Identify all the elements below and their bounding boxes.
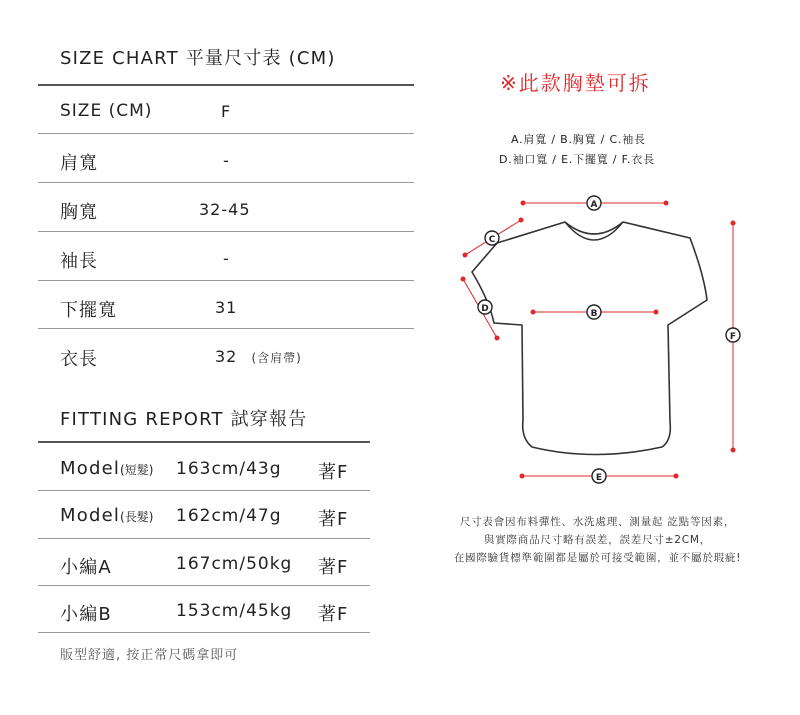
size-header-label: SIZE (CM) <box>60 101 153 121</box>
measure-dot <box>463 253 468 258</box>
fitting-size: 著F <box>318 462 349 483</box>
marker-label: A <box>590 200 598 210</box>
disclaimer-line: 在國際驗貨標準範圍都是屬於可接受範圍，並不屬於瑕疵! <box>453 552 742 564</box>
fitting-name: Model <box>60 458 121 479</box>
measure-dot <box>531 310 536 315</box>
fitting-measure: 163cm/43g <box>176 459 282 479</box>
fitting-measure: 167cm/50kg <box>176 554 293 574</box>
disclaimer-line: 尺寸表會因布料彈性、水洗處理、測量起 訖點等因素， <box>459 516 736 528</box>
size-row-value-text: 32 <box>215 347 238 366</box>
tshirt-outline <box>472 222 707 455</box>
size-row-value: 31 <box>215 298 238 317</box>
size-row-label: 胸寬 <box>60 202 98 223</box>
marker-label: E <box>595 473 603 483</box>
fitting-size: 著F <box>318 557 349 578</box>
measure-dot <box>674 474 679 479</box>
legend-line-1: A.肩寬 / B.胸寬 / C.袖長 <box>511 133 646 146</box>
measure-dot <box>461 277 466 282</box>
marker-d <box>478 300 492 314</box>
marker-e <box>592 469 606 483</box>
marker-c <box>485 231 499 245</box>
disclaimer-line: 與實際商品尺寸略有誤差，誤差尺寸±2CM， <box>483 534 712 546</box>
fitting-size: 著F <box>318 509 349 530</box>
fitting-measure: 162cm/47g <box>176 506 282 526</box>
marker-label: F <box>729 332 737 342</box>
size-row-value: 32-45 <box>199 200 251 219</box>
size-row-note: (含肩帶) <box>251 351 302 365</box>
measure-dot <box>520 474 525 479</box>
size-row-label: 肩寬 <box>60 153 98 174</box>
marker-label: B <box>590 309 598 319</box>
fitting-tag: (短髮) <box>120 463 154 477</box>
size-row-label: 衣長 <box>60 349 98 370</box>
size-chart-title: SIZE CHART 平量尺寸表 (CM) <box>60 48 336 69</box>
measure-dot <box>521 201 526 206</box>
fitting-report-title: FITTING REPORT 試穿報告 <box>60 409 308 430</box>
notice-text: ※此款胸墊可拆 <box>500 71 651 95</box>
marker-b <box>587 305 601 319</box>
measure-dot <box>519 218 524 223</box>
tshirt-collar <box>565 222 623 240</box>
legend-line-2: D.袖口寬 / E.下擺寬 / F.衣長 <box>499 153 655 166</box>
fitting-size: 著F <box>318 604 349 625</box>
fitting-row-name: 小編A <box>60 557 112 578</box>
size-row-value: - <box>223 151 230 170</box>
measure-dot <box>654 310 659 315</box>
size-row-value: - <box>223 249 230 268</box>
fitting-measure: 153cm/45kg <box>176 601 293 621</box>
marker-a <box>587 196 601 210</box>
measure-dot <box>731 448 736 453</box>
fitting-tag: (長髮) <box>120 510 154 524</box>
size-header-value: F <box>221 102 232 121</box>
size-row-label: 袖長 <box>60 251 98 272</box>
measure-dot <box>495 336 500 341</box>
fitting-row-name: 小編B <box>60 604 112 625</box>
marker-label: C <box>488 235 496 245</box>
measure-dot <box>664 201 669 206</box>
size-row-label: 下擺寬 <box>60 300 117 321</box>
marker-f <box>726 328 740 342</box>
fitting-name: Model <box>60 505 121 526</box>
fitting-footnote: 版型舒適, 按正常尺碼拿即可 <box>60 648 239 663</box>
marker-label: D <box>481 304 489 314</box>
measure-dot <box>731 221 736 226</box>
